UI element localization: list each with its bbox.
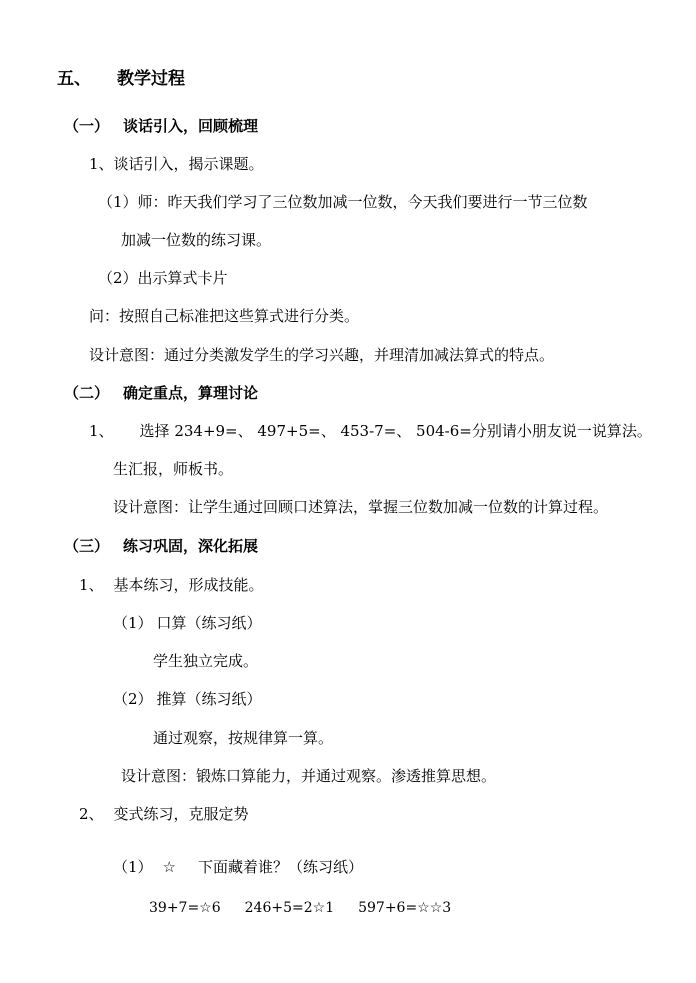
part3-item1: [79, 575, 264, 595]
part3-sub1: [113, 613, 262, 633]
part3-heading: [64, 536, 258, 556]
part1-item1: 1、谈话引入，揭示课题。: [89, 155, 264, 173]
part3-item2-number: 2、: [79, 805, 104, 823]
part3-sub2-text: 推算（练习纸）: [156, 690, 262, 708]
part2-item1: [89, 421, 652, 441]
part3-sub2-desc: 通过观察，按规律算一算。: [153, 729, 334, 747]
part1-heading-number: （一）: [64, 117, 110, 135]
part1-item1-1-line2: 加减一位数的练习课。: [121, 231, 272, 249]
part3-design-intent: 设计意图：锻炼口算能力，并通过观察。渗透推算思想。: [121, 767, 497, 785]
part2-heading-number: （二）: [64, 384, 110, 402]
part3-sub3-text: 下面藏着谁？（练习纸）: [198, 858, 364, 876]
part3-heading-text: 练习巩固，深化拓展: [123, 537, 259, 555]
part3-sub2: [113, 689, 262, 709]
equation-2: 246+5=2☆1: [244, 900, 335, 916]
section-number: 五、: [57, 69, 91, 89]
part3-sub2-number: （2）: [113, 690, 153, 708]
part3-equations: [149, 898, 451, 918]
part2-design-intent: 设计意图：让学生通过回顾口述算法，掌握三位数加减一位数的计算过程。: [113, 498, 609, 516]
section-heading: [57, 69, 185, 89]
part2-heading-text: 确定重点，算理讨论: [123, 384, 259, 402]
part3-sub1-number: （1）: [113, 614, 153, 632]
part3-item1-text: 基本练习，形成技能。: [113, 576, 264, 594]
part1-item1-1-line1: （1）师：昨天我们学习了三位数加减一位数，今天我们要进行一节三位数: [98, 193, 588, 211]
part2-report: 生汇报，师板书。: [113, 460, 234, 478]
part2-item1-text: 选择 234+9=、 497+5=、 453-7=、 504-6=分别请小朋友说一说算法。: [139, 422, 652, 440]
part2-heading: [64, 383, 258, 403]
part1-item1-2: （2）出示算式卡片: [98, 269, 228, 287]
part3-item2: [79, 804, 249, 824]
part1-design-intent: 设计意图：通过分类激发学生的学习兴趣，并理清加减法算式的特点。: [89, 346, 555, 364]
part3-heading-number: （三）: [64, 537, 110, 555]
part3-sub1-desc: 学生独立完成。: [153, 652, 259, 670]
star-icon: ☆: [162, 858, 176, 876]
part1-heading-text: 谈话引入，回顾梳理: [123, 117, 259, 135]
part3-sub3-number: （1）: [113, 858, 153, 876]
part3-sub3: [113, 857, 363, 877]
section-title: 教学过程: [117, 69, 185, 89]
part3-item1-number: 1、: [79, 576, 104, 594]
part2-item1-number: 1、: [89, 422, 114, 440]
equation-1: 39+7=☆6: [149, 900, 221, 916]
part3-sub1-text: 口算（练习纸）: [156, 614, 262, 632]
part3-item2-text: 变式练习，克服定势: [113, 805, 249, 823]
part1-heading: [64, 116, 258, 136]
equation-3: 597+6=☆☆3: [358, 900, 452, 916]
part1-question: 问：按照自己标准把这些算式进行分类。: [89, 307, 360, 325]
